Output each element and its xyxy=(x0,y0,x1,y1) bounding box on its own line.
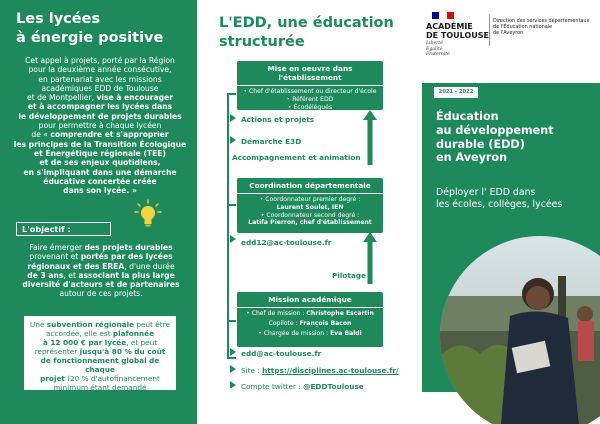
email-departement-link[interactable]: edd12@ac-toulouse.fr xyxy=(241,238,332,247)
box-etablissement-header: Mise en oeuvre dans l'établissement xyxy=(237,61,383,86)
email-academie-link[interactable]: edd@ac-toulouse.fr xyxy=(241,349,322,358)
box-mission: Mission académique • Chef de mission : Christophe Escartin Copilote : François Bacon • Chargée de mission : Eva Baldi xyxy=(237,292,383,347)
objectif-line: de 3 ans, et associant la plus large xyxy=(27,270,175,280)
objectif-line: provenant et portés par des lycées xyxy=(29,252,173,262)
intro-line: et de Montpellier, vise à encourager xyxy=(27,93,173,103)
objectif-line: diversité d'acteurs et de partenaires xyxy=(22,280,180,290)
intro-paragraph xyxy=(8,56,192,195)
subvention-line: projet (20 % d'autofinancement xyxy=(40,374,160,383)
left-title: Les lycées à énergie positive xyxy=(16,11,164,46)
mission-chef: Christophe Escartin xyxy=(306,310,374,317)
twitter-handle[interactable]: @EDDToulouse xyxy=(303,382,364,391)
twitter-line: Compte twitter : @EDDToulouse xyxy=(241,382,364,391)
right-subtitle: Déployer l' EDD dans les écoles, collèges, lycées xyxy=(436,187,563,210)
box-coordination-header: Coordination départementale xyxy=(237,178,383,194)
intro-line: Cet appel à projets, porté par la Région xyxy=(25,56,175,65)
intro-line: dans son lycée. » xyxy=(63,186,137,196)
coord-line: • Coordonnateur second degré : xyxy=(260,211,360,219)
flow-rail xyxy=(227,93,236,95)
intro-line: pour permettre à chaque lycéen xyxy=(38,121,162,131)
coord-name: Laurent Soulet, IEN xyxy=(276,203,344,211)
box-etablissement-line: • Chef d'établissement ou directeur d'école xyxy=(243,88,377,95)
site-link[interactable]: https://disciplines.ac-toulouse.fr/ xyxy=(262,366,399,375)
intro-line: en partenariat avec les missions xyxy=(38,74,162,84)
middle-title: L'EDD, une éducation structurée xyxy=(219,15,394,50)
subvention-line: pour chaque projet). xyxy=(62,392,138,401)
demarche-e3d: Démarche E3D xyxy=(241,137,302,146)
intro-line: le développement de projets durables xyxy=(18,111,182,121)
subvention-line: représenter jusqu'à 80 % du coût xyxy=(34,347,166,356)
site-line: Site : https://disciplines.ac-toulouse.fr/ xyxy=(241,366,399,375)
light-bulb-icon xyxy=(134,199,162,229)
intro-line: de « comprendre et s'approprier xyxy=(31,130,169,140)
subvention-line: Une subvention régionale peut être xyxy=(30,320,170,329)
subvention-line: minimum étant demandé xyxy=(53,383,147,392)
box-mission-header: Mission académique xyxy=(237,292,383,308)
devise: Liberté Égalité Fraternité xyxy=(426,41,450,57)
intro-line: éducative concertée créée xyxy=(43,176,157,186)
left-panel xyxy=(0,0,197,424)
accompagnement-label: Accompagnement et animation xyxy=(232,153,361,162)
academie-logo: ACADÉMIE DE TOULOUSE Liberté Égalité Fraternité Direction des services départementaux de l'Éducation nationale de l'Aveyron xyxy=(418,6,600,76)
subvention-line: accordée, elle est plafonnée xyxy=(45,329,155,338)
box-etablissement-line: • Écodélégués xyxy=(287,103,333,111)
intro-line: et de ses enjeux quotidiens, xyxy=(39,158,161,168)
french-flag-icon xyxy=(432,12,454,19)
intro-line: les principes de la Transition Écologique xyxy=(13,139,187,149)
mission-copilote: François Bacon xyxy=(299,319,352,327)
intro-line: académiques EDD de Toulouse xyxy=(41,83,159,93)
box-etablissement xyxy=(237,61,383,119)
mission-chargee: Eva Baldi xyxy=(330,329,362,337)
actions-et-projets: Actions et projets xyxy=(241,115,315,124)
right-title: Éducation au développement durable (EDD) en Aveyron xyxy=(436,110,554,165)
objectif-line: autour de ces projets. xyxy=(59,289,143,299)
objectif-paragraph xyxy=(16,243,186,299)
coord-line: • Coordonnateur premier degré : xyxy=(259,196,361,203)
subvention-line: à 12 000 € par lycée, et peut xyxy=(42,338,158,347)
student-garden-photo xyxy=(440,236,600,424)
logo-divider xyxy=(489,14,490,46)
box-etablissement-line: • Référent EDD xyxy=(286,95,334,103)
intro-line: en s'impliquant dans une démarche xyxy=(23,167,177,177)
subvention-line: de fonctionnement global de chaque xyxy=(40,356,160,374)
pilotage-label: Pilotage xyxy=(332,271,366,280)
subvention-box xyxy=(24,316,176,401)
objectif-line: Faire émerger des projets durables xyxy=(29,243,173,252)
coord-name: Latifa Pierron, chef d'établissement xyxy=(248,219,372,227)
flow-rail xyxy=(227,320,236,322)
objectif-label: L'objectif : xyxy=(16,222,111,236)
arrow-icon xyxy=(226,348,240,388)
up-arrow-icon xyxy=(363,232,377,284)
intro-line: et Énergétique régionale (TEE) xyxy=(34,148,166,158)
objectif-line: régionaux et des EREA, d'une durée xyxy=(27,261,175,271)
box-coordination xyxy=(237,178,383,233)
dsden-label: Direction des services départementaux de l'Éducation nationale de l'Aveyron xyxy=(493,18,590,36)
intro-line: pour la deuxième année consécutive, xyxy=(28,65,172,75)
year-badge: 2021 - 2022 xyxy=(434,87,478,98)
intro-line: et à accompagner les lycées dans xyxy=(27,102,173,112)
up-arrow-icon xyxy=(363,110,377,165)
box-etablissement-line: • Communauté éducative xyxy=(270,111,350,119)
